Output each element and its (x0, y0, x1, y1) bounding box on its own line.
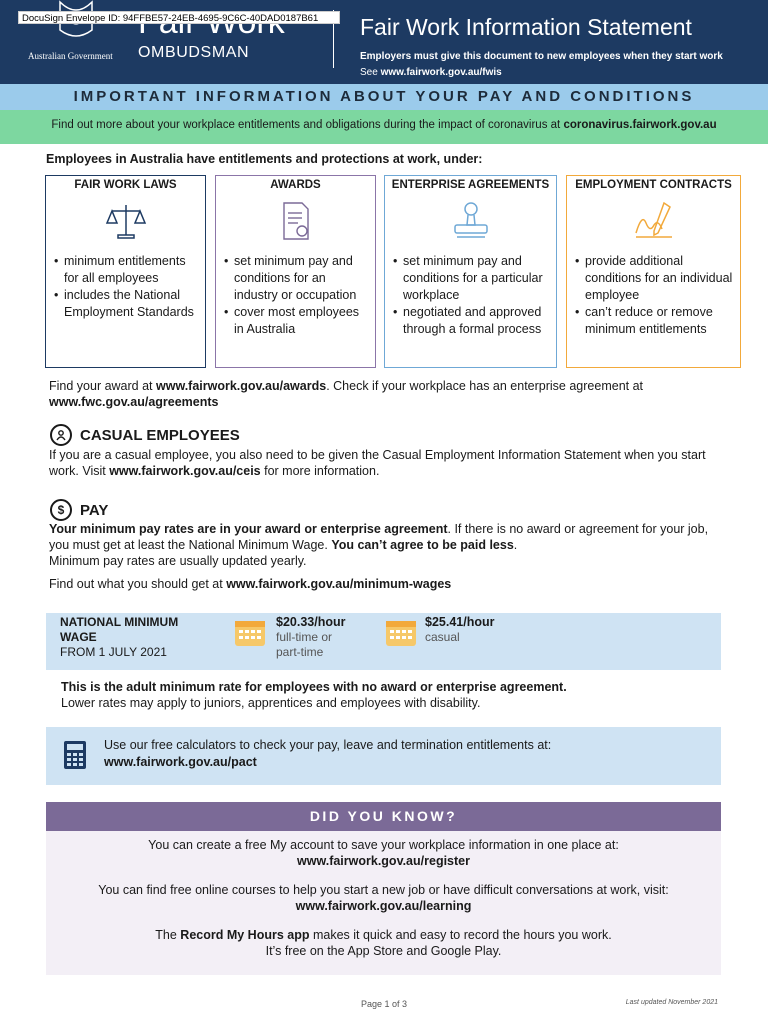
full-time-rate-desc: full-time or (276, 630, 333, 644)
pay-heading: PAY (80, 501, 109, 519)
signature-icon (632, 199, 676, 243)
wage-note (61, 679, 721, 711)
calc-text (104, 737, 551, 771)
stamp-icon (449, 199, 493, 243)
covid-text: Find out more about your workplace entitlements and obligations during the impact of coronavirus at (51, 119, 561, 131)
ceis-link[interactable]: www.fairwork.gov.au/ceis (109, 464, 261, 478)
dyk-text-3b: makes it quick and easy to record the hours you work. (309, 928, 612, 942)
dollar-icon: $ (50, 499, 72, 521)
calendar-icon (385, 617, 417, 647)
dyk-para-1 (46, 831, 721, 869)
register-link[interactable]: www.fairwork.gov.au/register (297, 854, 470, 868)
did-you-know-header (46, 802, 721, 831)
find-text: Find out what you should get at (49, 577, 227, 591)
pact-link[interactable]: www.fairwork.gov.au/pact (104, 755, 257, 769)
scales-icon (104, 199, 148, 243)
dyk-text-3c: It’s free on the App Store and Google Play. (265, 944, 502, 958)
wage-note-text: Lower rates may apply to juniors, apprentices and employees with disability. (61, 696, 481, 710)
box-title: AWARDS (270, 179, 321, 191)
full-time-rate-desc-2: part-time (276, 645, 324, 659)
important-heading: IMPORTANT INFORMATION ABOUT YOUR PAY AND CONDITIONS (73, 88, 695, 105)
covid-banner (0, 110, 768, 144)
box-awards (215, 175, 376, 368)
list-item: • minimum entitlements for all employees (54, 253, 201, 287)
minimum-wages-line (49, 576, 729, 592)
casual-rate-desc: casual (425, 630, 460, 644)
casual-rate (425, 615, 494, 645)
covid-link[interactable]: coronavirus.fairwork.gov.au (563, 119, 717, 131)
page-subtitle: Employers must give this document to new employees when they start work (360, 51, 723, 62)
ombudsman-label: OMBUDSMAN (138, 44, 250, 61)
last-updated: Last updated November 2021 (625, 999, 718, 1006)
calc-description: Use our free calculators to check your pay, leave and termination entitlements at: (104, 738, 552, 752)
awards-find-text (49, 378, 729, 410)
header (0, 0, 768, 84)
intro-text: Employees in Australia have entitlements and protections at work, under: (46, 152, 483, 166)
full-time-rate-value: $20.33/hour (276, 615, 346, 629)
pay-text-2: . (513, 538, 518, 552)
box-title: EMPLOYMENT CONTRACTS (575, 179, 732, 191)
list-item: • provide additional conditions for an individual employee (575, 253, 736, 304)
page-number: Page 1 of 3 (360, 999, 408, 1009)
box-enterprise-agreements (384, 175, 557, 368)
fwis-link[interactable]: www.fairwork.gov.au/fwis (380, 67, 502, 78)
calculator-panel (46, 727, 721, 785)
dyk-para-2 (46, 882, 721, 914)
awards-text-2: . Check if your workplace has an enterprise agreement at (326, 379, 644, 393)
full-time-rate (276, 615, 345, 660)
did-you-know-title: DID YOU KNOW? (309, 808, 458, 824)
casual-rate-value: $25.41/hour (425, 615, 495, 629)
calendar-icon (234, 617, 266, 647)
minimum-wages-link[interactable]: www.fairwork.gov.au/minimum-wages (226, 577, 452, 591)
casual-text-2: for more information. (260, 464, 380, 478)
minimum-wage-panel (46, 613, 721, 670)
pay-line-2: Minimum pay rates are usually updated yearly. (49, 554, 307, 568)
list-item: • cover most employees in Australia (224, 304, 371, 338)
person-icon (50, 424, 72, 446)
see-prefix: See (360, 67, 378, 78)
casual-text-1: If you are a casual employee, you also need to be given the Casual Employment Information Statement when you start work. Visit (49, 448, 706, 478)
dyk-text-3a: The (155, 928, 181, 942)
agreements-link[interactable]: www.fwc.gov.au/agreements (49, 395, 219, 409)
wage-label (60, 615, 210, 660)
list-item: • includes the National Employment Standards (54, 287, 201, 321)
pay-bold-2: You can’t agree to be paid less (331, 538, 514, 552)
important-banner (0, 84, 768, 110)
pay-bold-1: Your minimum pay rates are in your award or enterprise agreement (49, 522, 448, 536)
list-item: • set minimum pay and conditions for a particular workplace (393, 253, 552, 304)
list-item: • negotiated and approved through a formal process (393, 304, 552, 338)
box-title: ENTERPRISE AGREEMENTS (391, 179, 550, 191)
awards-link[interactable]: www.fairwork.gov.au/awards (156, 379, 327, 393)
calculator-icon (64, 741, 86, 769)
docusign-stamp: DocuSign Envelope ID: 94FFBE57-24EB-4695-9C6C-40DAD0187B61 (18, 11, 340, 24)
wage-note-bold: This is the adult minimum rate for employees with no award or enterprise agreement. (61, 680, 567, 694)
page-title: Fair Work Information Statement (360, 14, 692, 40)
pay-text-1: . If there is no award or agreement for your job, you must get at least the National Minimum Wage. (49, 522, 709, 552)
pay-heading-row (50, 499, 108, 521)
list-item: • set minimum pay and conditions for an industry or occupation (224, 253, 371, 304)
fwis-link-line (360, 67, 502, 78)
casual-heading-row (50, 424, 240, 446)
dyk-text-2: You can find free online courses to help you start a new job or have difficult conversations at work, visit: (98, 883, 669, 897)
box-fair-work-laws (45, 175, 206, 368)
pay-text (49, 521, 729, 569)
casual-text (49, 447, 729, 479)
dyk-para-3 (46, 927, 721, 959)
box-employment-contracts (566, 175, 741, 368)
wage-label-date: FROM 1 JULY 2021 (60, 645, 167, 659)
wage-label-title: NATIONAL MINIMUM WAGE (60, 615, 179, 644)
casual-heading: CASUAL EMPLOYEES (80, 426, 240, 444)
record-my-hours: Record My Hours app (180, 928, 310, 942)
list-item: • can’t reduce or remove minimum entitlements (575, 304, 736, 338)
awards-text-1: Find your award at (49, 379, 156, 393)
government-label: Australian Government (28, 51, 113, 61)
learning-link[interactable]: www.fairwork.gov.au/learning (295, 899, 472, 913)
certificate-icon (274, 199, 318, 243)
dyk-text-1: You can create a free My account to save your workplace information in one place at: (148, 838, 619, 852)
did-you-know-body (46, 831, 721, 975)
box-title: FAIR WORK LAWS (74, 179, 177, 191)
